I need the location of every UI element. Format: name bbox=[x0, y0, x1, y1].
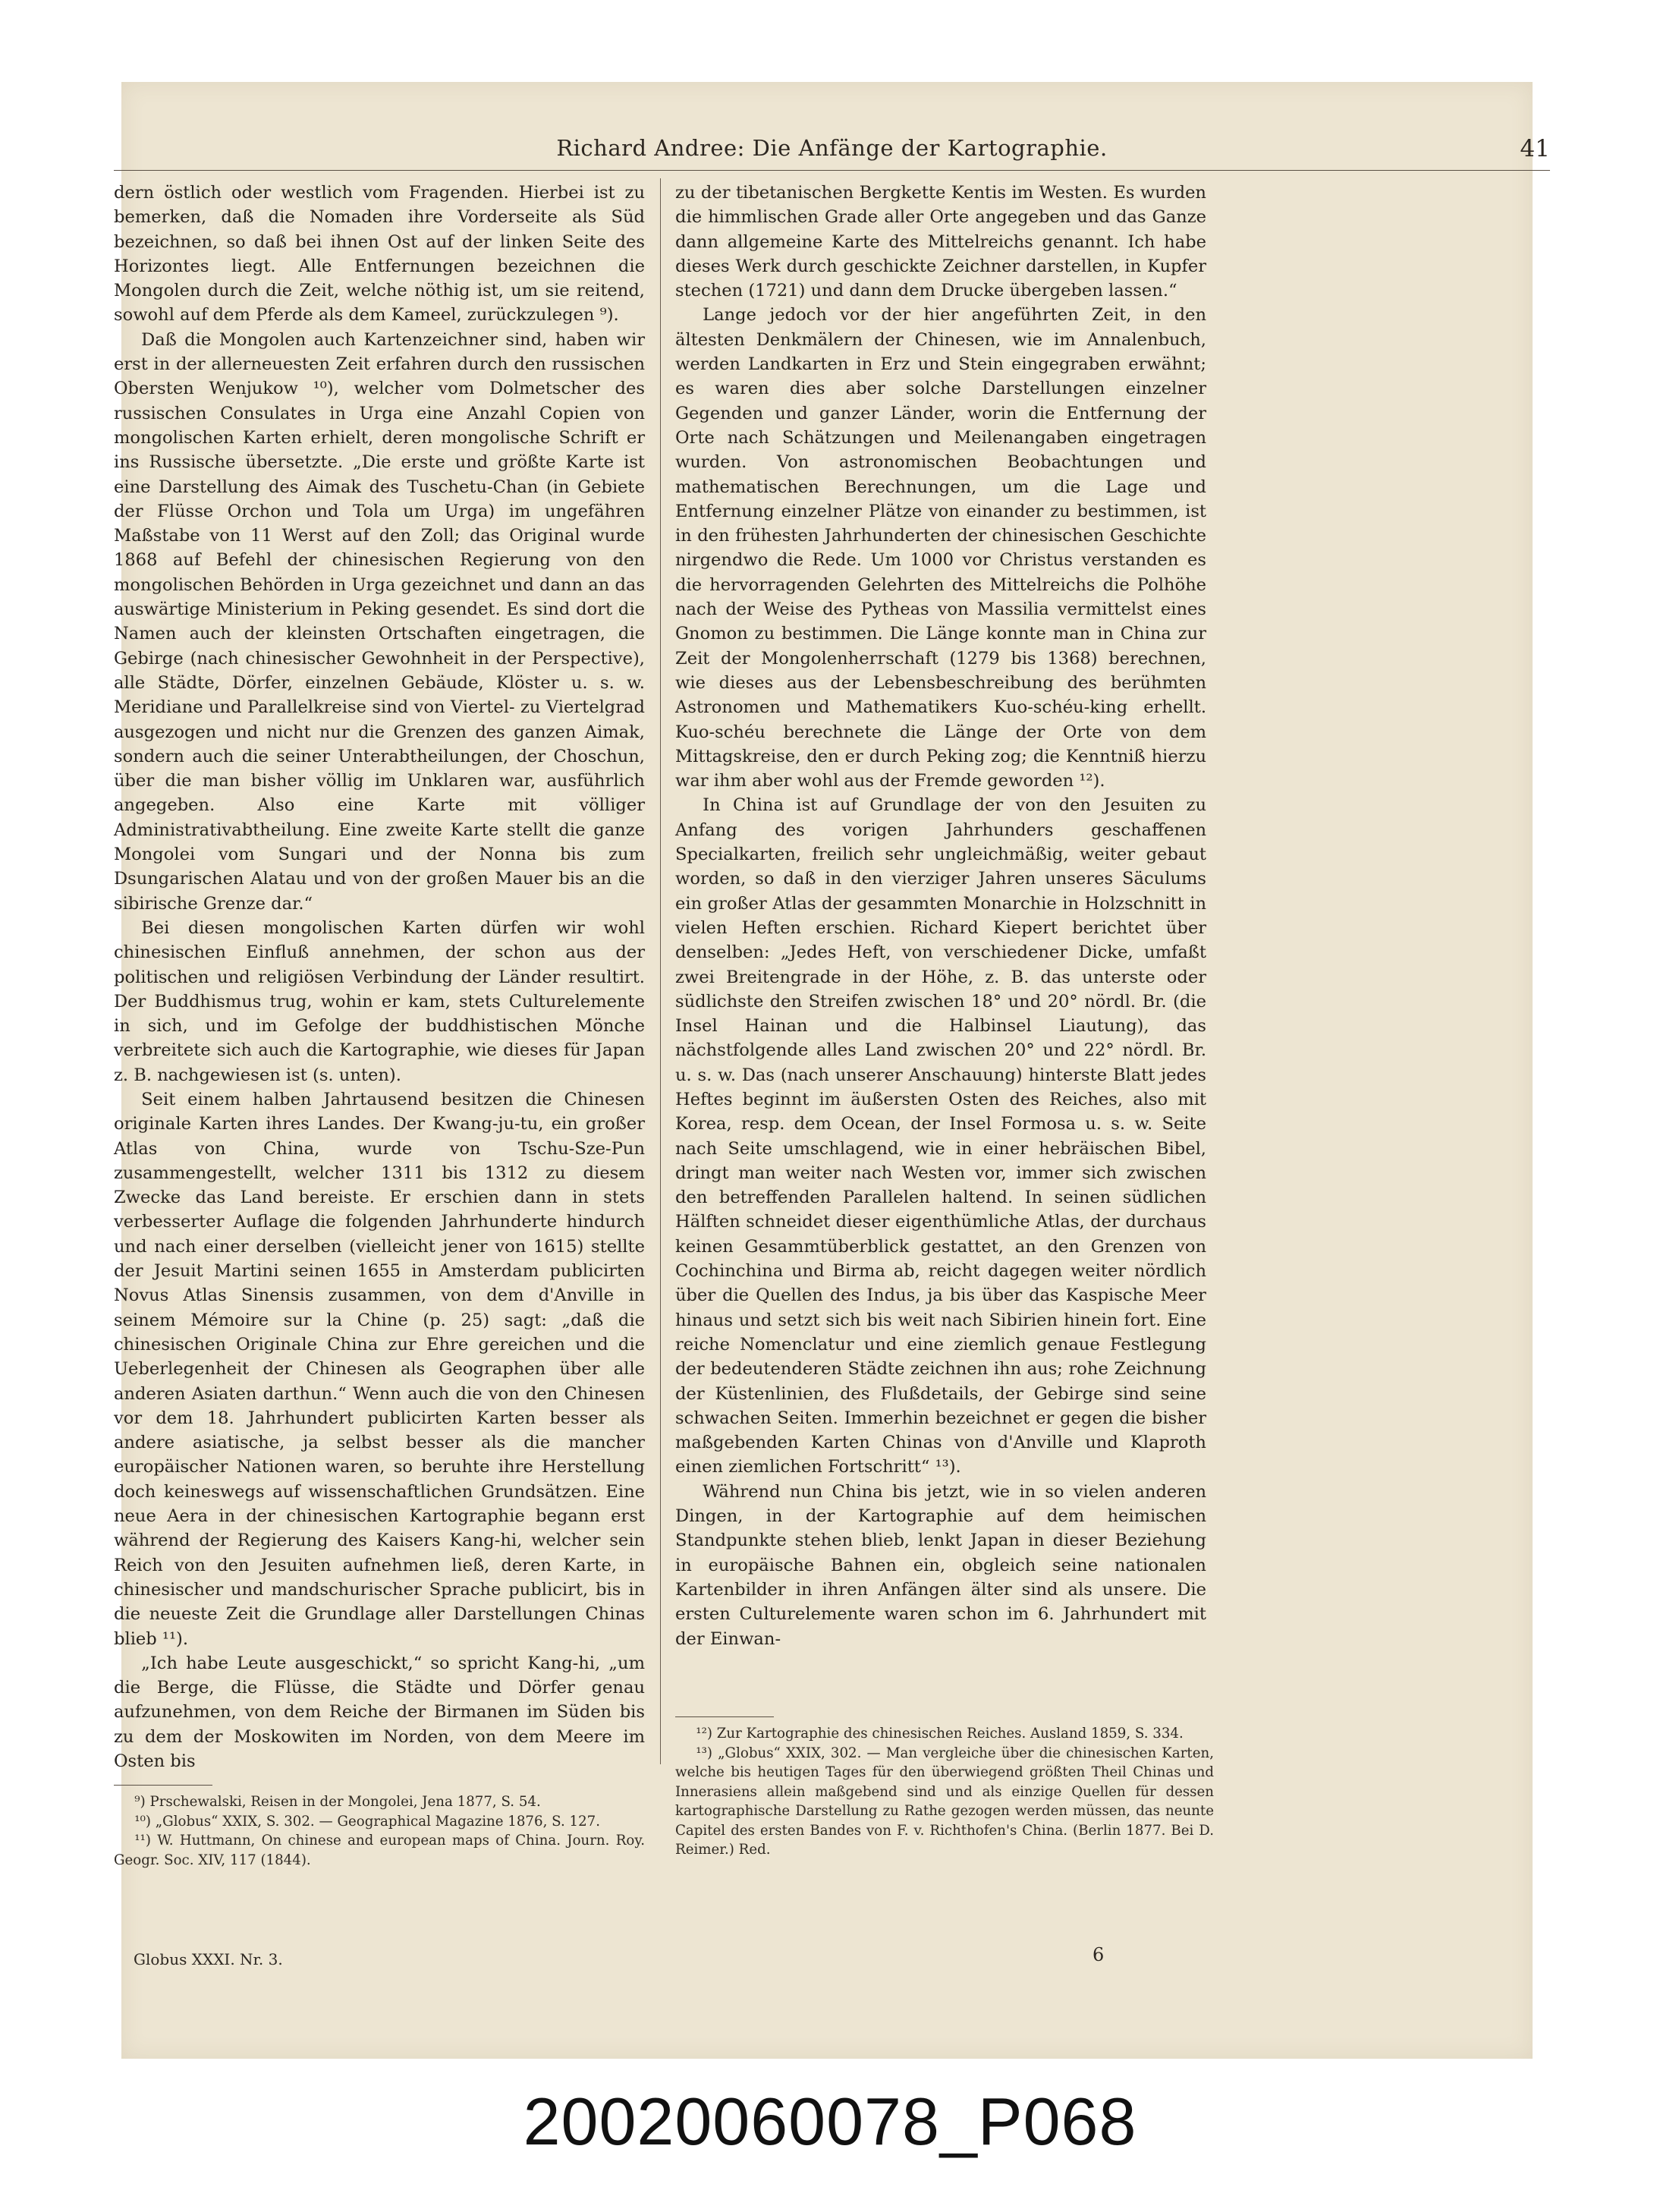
paragraph: Daß die Mongolen auch Kartenzeichner sind, haben wir erst in der allerneuesten Zeit erfahren durch den russischen Obersten Wenjukow ¹⁰), welcher vom Dolmetscher des russischen Consulates in Urga eine Anzahl Copien von mongolischen Karten erhielt, deren mongolische Schrift er ins Russische übersetzte. „Die erste und größte Karte ist eine Darstellung des Aimak des Tuschetu-Chan (in Gebiete der Flüsse Orchon und Tola um Urga) im ungefähren Maßstabe von 11 Werst auf den Zoll; das Original wurde 1868 auf Befehl der chinesischen Regierung von den mongolischen Behörden in Urga gezeichnet und dann an das auswärtige Ministerium in Peking gesendet. Es sind dort die Namen auch der kleinsten Ortschaften eingetragen, die Gebirge (nach chinesischer Gewohnheit in der Perspective), alle Städte, Dörfer, einzelnen Gebäude, Klöster u. s. w. Meridiane und Parallelkreise sind von Viertel- zu Viertelgrad ausgezogen und nicht nur die Grenzen des ganzen Aimak, sondern auch die seiner Unterabtheilungen, der Choschun, über die man bisher völlig im Unklaren war, ausführlich angegeben. Also eine Karte mit völliger Administrativabtheilung. Eine zweite Karte stellt die ganze Mongolei vom Sungari und der Nonna bis zum Dsungarischen Alatau und von der großen Mauer bis an die sibirische Grenze dar.“ bbox=[114, 329, 645, 914]
page-header bbox=[114, 135, 1550, 168]
paragraph: „Ich habe Leute ausgeschickt,“ so spricht Kang-hi, „um die Berge, die Flüsse, die Städte und Dörfer genau aufzunehmen, von dem Reiche der Birmanen im Süden bis zu dem der Moskowiten im Norden, von dem Meere im Osten bis bbox=[114, 1653, 645, 1771]
footnote: ¹²) Zur Kartographie des chinesischen Reiches. Ausland 1859, S. 334. bbox=[696, 1726, 1184, 1742]
paragraph: Während nun China bis jetzt, wie in so vielen anderen Dingen, in der Kartographie auf dem heimischen Standpunkte stehen blieb, lenkt Japan in dieser Beziehung in europäische Bahnen ein, obgleich seine nationalen Kartenbilder in ihren Anfängen älter sind als unsere. Die ersten Culturelemente waren schon im 6. Jahrhundert mit der Einwan- bbox=[675, 1481, 1206, 1649]
paragraph: dern östlich oder westlich vom Fragenden. Hierbei ist zu bemerken, daß die Nomaden ihre Vorderseite als Süd bezeichnen, so daß bei ihnen Ost auf der linken Seite des Horizontes liegt. Alle Entfernungen bezeichnen die Mongolen durch die Zeit, welche nöthig ist, um sie reitend, sowohl auf dem Pferde als dem Kameel, zurückzulegen ⁹). bbox=[114, 183, 645, 326]
footnote: ¹¹) W. Huttmann, On chinese and european maps of China. Journ. Roy. Geogr. Soc. XIV, 117 (1844). bbox=[114, 1833, 645, 1868]
archive-id-caption: 20020060078_P068 bbox=[523, 2084, 1137, 2159]
paragraph: Lange jedoch vor der hier angeführten Zeit, in den ältesten Denkmälern der Chinesen, wie im Annalenbuch, werden Landkarten in Erz und Stein eingegraben erwähnt; es waren dies aber solche Darstellungen einzelner Gegenden und ganzer Länder, worin die Entfernung der Orte nach Schätzungen und Meilenangaben eingetragen wurden. Von astronomischen Beobachtungen und mathematischen Berechnungen, um die Lage und Entfernung einzelner Plätze von einander zu bestimmen, ist in den frühesten Jahrhunderten der chinesischen Geschichte nirgendwo die Rede. Um 1000 vor Christus verstanden es die hervorragenden Gelehrten des Mittelreichs die Polhöhe nach der Weise des Pytheas von Massilia vermittelst eines Gnomon zu bestimmen. Die Länge konnte man in China zur Zeit der Mongolenherrschaft (1279 bis 1368) berechnen, wie dieses aus der Lebensbeschreibung des berühmten Astronomen und Mathematikers Kuo-schéu-king erhellt. Kuo-schéu berechnete die Länge der Orte von dem Mittagskreise, den er durch Peking zog; die Kenntniß hierzu war ihm aber wohl aus der Fremde geworden ¹²). bbox=[675, 305, 1206, 791]
right-column bbox=[675, 181, 1206, 1683]
paragraph: In China ist auf Grundlage der von den Jesuiten zu Anfang des vorigen Jahrhunders geschaffenen Specialkarten, freilich sehr ungleichmäßig, weiter gebaut worden, so daß in den vierziger Jahren unseres Säculums ein großer Atlas der gesammten Monarchie in Holzschnitt in vielen Heften erschien. Richard Kiepert berichtet über denselben: „Jedes Heft, von verschiedener Dicke, umfaßt zwei Breitengrade in der Höhe, z. B. das unterste oder südlichste den Streifen zwischen 18° und 20° nördl. Br. (die Insel Hainan und die Halbinsel Liautung), das nächstfolgende alles Land zwischen 20° und 22° nördl. Br. u. s. w. Das (nach unserer Anschauung) hinterste Blatt jedes Heftes beginnt im äußersten Osten des Reiches, also mit Korea, resp. dem Ocean, der Insel Formosa u. s. w. Seite nach Seite umschlagend, wie in einer hebräischen Bibel, dringt man weiter nach Westen vor, immer sich zwischen den betreffenden Parallelen haltend. In seinen südlichen Hälften schneidet dieser eigenthümliche Atlas, der durchaus keinen Gesammtüberblick gestattet, an den Grenzen von Cochinchina und Birma ab, reicht dagegen weiter nördlich über die Quellen des Indus, ja bis über das Kaspische Meer hinaus und setzt sich bis weit nach Sibirien hinein fort. Eine reiche Nomenclatur und eine ziemlich genaue Festlegung der bedeutenderen Städte zeichnen ihn aus; rohe Zeichnung der Küstenlinien, des Flußdetails, der Gebirge sind seine schwachen Seiten. Immerhin bezeichnet er gegen die bisher maßgebenden Karten Chinas von d'Anville und Klaproth einen ziemlichen Fortschritt“ ¹³). bbox=[675, 795, 1206, 1477]
footnotes-right bbox=[675, 1724, 1214, 1860]
footnotes-left bbox=[114, 1792, 645, 1870]
column-divider bbox=[660, 178, 661, 1764]
left-column bbox=[114, 181, 645, 1782]
signature-mark: 6 bbox=[1093, 1944, 1105, 1965]
header-rule bbox=[114, 170, 1550, 171]
running-title: Richard Andree: Die Anfänge der Kartographie. bbox=[556, 135, 1108, 161]
issue-label: Globus XXXI. Nr. 3. bbox=[134, 1950, 283, 1968]
paragraph: Bei diesen mongolischen Karten dürfen wir wohl chinesischen Einfluß annehmen, der schon aus der politischen und religiösen Verbindung der Länder resultirt. Der Buddhismus trug, wohin er kam, stets Culturelemente in sich, und im Gefolge der buddhistischen Mönche verbreitete sich auch die Kartographie, wie dieses für Japan z. B. nachgewiesen ist (s. unten). bbox=[114, 917, 645, 1085]
footnote: ⁹) Prschewalski, Reisen in der Mongolei, Jena 1877, S. 54. bbox=[134, 1794, 541, 1810]
footnote: ¹⁰) „Globus“ XXIX, S. 302. — Geographical Magazine 1876, S. 127. bbox=[134, 1813, 600, 1830]
footnote-rule bbox=[675, 1716, 774, 1717]
footnote: ¹³) „Globus“ XXIX, 302. — Man vergleiche über die chinesischen Karten, welche bis heutigen Tages für den überwiegend größten Theil Chinas und Innerasiens allein maßgebend sind und als einzige Quellen für dessen kartographische Darstellung zu Rathe gezogen werden müssen, das neunte Capitel des ersten Bandes von F. v. Richthofen's China. (Berlin 1877. Bei D. Reimer.) Red. bbox=[675, 1745, 1214, 1858]
footnote-rule bbox=[114, 1785, 212, 1786]
paragraph: Seit einem halben Jahrtausend besitzen die Chinesen originale Karten ihres Landes. Der Kwang-ju-tu, ein großer Atlas von China, wurde von Tschu-Sze-Pun zusammengestellt, welcher 1311 bis 1312 zu diesem Zwecke das Land bereiste. Er erschien dann in stets verbesserter Auflage die folgenden Jahrhunderte hindurch und nach einer derselben (vielleicht jener von 1615) stellte der Jesuit Martini seinen 1655 in Amsterdam publicirten Novus Atlas Sinensis zusammen, von dem d'Anville in seinem Mémoire sur la Chine (p. 25) sagt: „daß die chinesischen Originale China zur Ehre gereichen und die Ueberlegenheit der Chinesen als Geographen über alle anderen Asiaten darthun.“ Wenn auch die von den Chinesen vor dem 18. Jahrhundert publicirten Karten besser als andere asiatische, ja selbst besser als die mancher europäischer Nationen waren, so beruhte ihre Herstellung doch keineswegs auf wissenschaftlichen Grundsätzen. Eine neue Aera in der chinesischen Kartographie begann erst während der Regierung des Kaisers Kang-hi, welcher sein Reich von den Jesuiten aufnehmen ließ, deren Karte, in chinesischer und mandschurischer Sprache publicirt, bis in die neueste Zeit die Grundlage aller Darstellungen Chinas blieb ¹¹). bbox=[114, 1089, 645, 1649]
page-number: 41 bbox=[1520, 135, 1550, 162]
paragraph: zu der tibetanischen Bergkette Kentis im Westen. Es wurden die himmlischen Grade aller Orte angegeben und das Ganze dann allgemeine Karte des Mittelreichs genannt. Ich habe dieses Werk durch geschickte Zeichner darstellen, in Kupfer stechen (1721) und dann dem Drucke übergeben lassen.“ bbox=[675, 183, 1206, 301]
